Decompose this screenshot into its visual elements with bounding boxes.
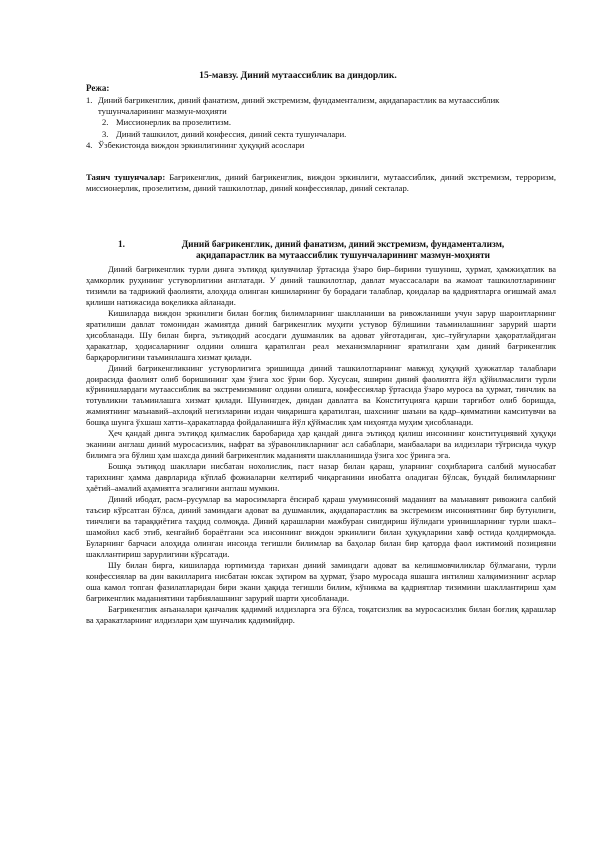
section-body: [86, 264, 556, 625]
plan-item-text: Диний бағрикенглик, диний фанатизм, диний экстремизм, фундаментализм, ақидапарастлик ва мутаассиблик тушунчаларининг мазмун-моҳияти: [98, 95, 500, 116]
plan-item-1: [86, 95, 556, 116]
plan-item-text: Миссионерлик ва прозелитизм.: [116, 117, 231, 128]
section-number: 1.: [118, 240, 125, 250]
key-terms-label: Таянч тушунчалар:: [86, 172, 166, 182]
body-paragraph: Ҳеч қандай динга эътиқод қилмаслик баробарида ҳар қандай динга эътиқод қилиш инсоннинг конституциявий ҳуқуқи эканини англаш диний муросасизлик, нафрат ва зўравонликларнинг асл сабаблари, манбаалари ва илдизлари тўғрисида чуқур билимга эга бўлиш ҳам шахсда диний бағрикенглик маданияти шаклланишида ўзига хос ўринга эга.: [86, 428, 556, 461]
section-heading: [118, 240, 538, 263]
body-paragraph: Бағрикенглик анъаналари қанчалик қадимий илдизларга эга бўлса, тоқатсизлик ва муросасизлик билан боғлиқ қарашлар ва ҳаракатларнинг илдизлари ҳам шунчалик қадимийдир.: [86, 603, 556, 625]
body-paragraph: Шу билан бирга, кишиларда юртимизда тарихан диний заминдаги адоват ва келишмовчиликлар бўлмагани, турли конфессиялар ва дин вакилларига нисбатан юксак эҳтиром ва ҳурмат, ўзаро муросада яшашга интилиш халқимизнинг асрлар оша камол топган фазилатларидан бири экани ҳақида тегишли билим, кўникма ва қадриятлар тизимини шакллантириш ҳам бағрикенглик маданиятини тарбиялашнинг зарурий шарти ҳисобланади.: [86, 559, 556, 603]
plan-item-4: [86, 140, 556, 151]
section-title: Диний бағрикенглик, диний фанатизм, диний экстремизм, фундаментализм, ақидапарастлик ва мутаассиблик тушунчаларининг мазмун-моҳияти: [181, 240, 505, 262]
body-paragraph: Диний бағрикенглик турли динга эътиқод қилувчилар ўртасида ўзаро бир–бирини тушуниш, ҳурмат, ҳамжиҳатлик ва ҳамкорлик руҳининг устуворлигини англатади. У диний ташкилотлар, давлат муассасалари ва жамоат ташкилотларининг тизимли ва тадрижий фаолияти, алоҳида олинган кишиларнинг бу борадаги талаблар, қоидалар ва қадриятларга оғишмай амал қилиши натижасида воқеликка айланади.: [86, 264, 556, 307]
page-title: 15-мавзу. Диний мутаассиблик ва диндорлик.: [199, 70, 397, 81]
plan-item-number: 1.: [86, 95, 93, 105]
key-terms-text: Бағрикенглик, диний бағрикенглик, виждон эркинлиги, мутаассиблик, диний экстремизм, терроризм, миссионерлик, прозелитизм, диний ташкилотлар, диний конфессиялар, диний секталар.: [86, 172, 556, 194]
plan-item-number: 2.: [102, 117, 109, 128]
body-paragraph: Кишиларда виждон эркинлиги билан боғлиқ билимларнинг шаклланиши ва ривожланиши учун зарур шароитларнинг яратилиши давлат томонидан жамиятда диний бағрикенглик муҳити устувор бўлишини таъминлашнинг зарурий шарти ҳисобланади. Шу билан бирга, эътиқодий асосдаги душманлик ва адоват уйғотадиган, ҳис–туйғуларни ҳақоратлайдиган ҳаракатлар, ҳодисаларнинг олдини олишга қаратилган реал механизмларнинг яратилгани ҳам диний бағрикенглик барқарорлигини таъминлашга хизмат қилади.: [86, 307, 556, 362]
plan-list: [86, 95, 556, 152]
plan-item-number: 4.: [86, 140, 93, 151]
body-paragraph: Диний бағрикенгликнинг устуворлигига эришишда диний ташкилотларнинг мавжуд ҳуқуқий ҳужжатлар талаблари доирасида фаолият олиб боришининг ҳам ўзига хос ўрни бор. Хусусан, яширин диний фаолиятга йўл қўйилмаслиги турли кўринишлардаги мутаассиблик ва экстремизмнинг олдини олишга, конфессиялар ўртасида ўзаро муроса ва ҳурмат, тинчлик ва тотувликни таъминлашга хизмат қилади. Шунингдек, диндан давлатга ва Конституцияга қарши тарғибот олиб боришда, жамиятнинг маънавий–ахлоқий негизларини издан чиқаришга қаратилган, шахснинг шаъни ва қадр–қимматини камситувчи ва бошқа шунга ўхшаш хатти–ҳаракатларда фойдаланишга йўл қўймаслик ҳам ниҳоятда муҳим ҳисобланади.: [86, 362, 556, 428]
plan-label: Режа:: [86, 83, 110, 93]
plan-item-text: Ўзбекистонда виждон эркинлигининг ҳуқуқий асослари: [98, 140, 305, 151]
plan-item-number: 3.: [102, 128, 109, 139]
key-terms: [86, 172, 556, 194]
plan-item-text: Диний ташкилот, диний конфессия, диний секта тушунчалари.: [116, 128, 347, 139]
plan-item-3: [86, 129, 556, 140]
body-paragraph: Бошқа эътиқод шакллари нисбатан нохолислик, паст назар билан қараш, уларнинг соҳибларига салбий муносабат тарихнинг ҳамма даврларида кўплаб фожиаларни келтириб чиқарганини инобатга оладиган бўлсак, бундай билимларнинг ҳаётий–амалий аҳамиятга эгалигини англаш мумкин.: [86, 461, 556, 494]
body-paragraph: Диний ибодат, расм–русумлар ва маросимларга ёпсираб қараш умуминсоний маданият ва маънавият ривожига салбий таъсир кўрсатган бўлса, диний заминдаги адоват ва душманлик, ақидапарастлик ва экстремизм инсониятнинг бир бутунлиги, тинчлиги ва тараққиётига таҳдид солмоқда. Диний қарашларни мажбуран сингдириш йўлидаги уринишларнинг турли шакл–шамойил касб этиб, кенгайиб бораётгани эса инсоннинг виждон эркинлиги билан ҳуқуқларини хавф остида қолдирмоқда. Буларнинг барчаси алоҳида олинган инсонда тегишли билимлар ва баҳолар билан бир қаторда фаол ижтимоий позицияни шакллантириш зарурлигини кўрсатади.: [86, 494, 556, 559]
plan-item-2: [86, 117, 556, 128]
